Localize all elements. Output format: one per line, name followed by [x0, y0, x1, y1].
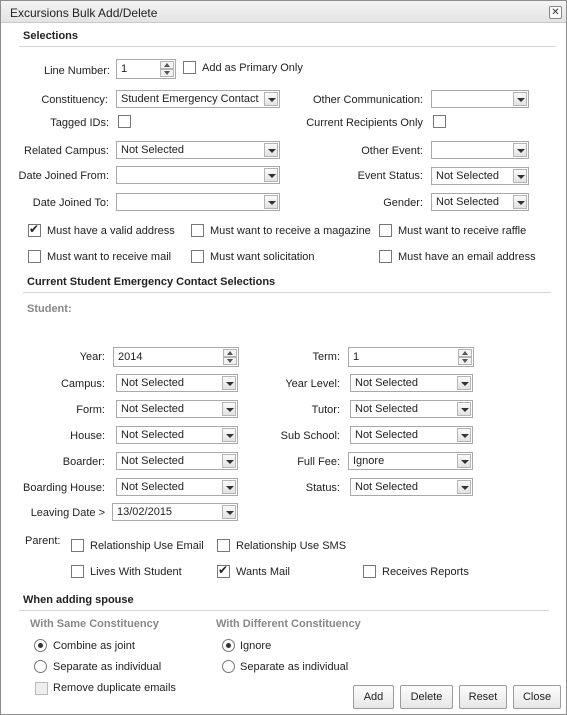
other-event-select[interactable]: [431, 141, 529, 159]
year-value: 2014: [118, 351, 143, 363]
rel-sms-checkbox[interactable]: [217, 539, 230, 552]
receive-magazine-label: Must want to receive a magazine: [210, 225, 371, 237]
receive-raffle-label: Must want to receive raffle: [398, 225, 527, 237]
chevron-down-icon: [222, 454, 236, 468]
leaving-date-picker[interactable]: [112, 503, 238, 521]
leaving-date-label: Leaving Date >: [30, 507, 105, 519]
same-constituency-heading: With Same Constituency: [30, 618, 159, 630]
receives-reports-label: Receives Reports: [382, 566, 469, 578]
constituency-label: Constituency:: [41, 94, 108, 106]
lives-with-checkbox[interactable]: [71, 565, 84, 578]
want-solicitation-label: Must want solicitation: [210, 251, 315, 263]
divider: [23, 292, 551, 293]
campus-select[interactable]: [116, 374, 238, 392]
rel-sms-label: Relationship Use SMS: [236, 540, 347, 552]
related-campus-label: Related Campus:: [24, 145, 109, 157]
chevron-down-icon: [457, 402, 471, 416]
campus-value: Not Selected: [121, 377, 184, 389]
remove-duplicates-checkbox[interactable]: [35, 682, 48, 695]
separate-individual-2-label: Separate as individual: [240, 661, 349, 673]
full-fee-label: Full Fee:: [297, 456, 340, 468]
date-from-picker[interactable]: [116, 166, 280, 184]
add-button[interactable]: Add: [353, 685, 394, 709]
line-number-stepper[interactable]: [116, 59, 176, 79]
stepper-down-icon[interactable]: [223, 357, 237, 365]
related-campus-select[interactable]: [116, 141, 280, 159]
line-number-value: 1: [121, 63, 128, 75]
date-from-label: Date Joined From:: [18, 170, 109, 182]
sub-school-label: Sub School:: [280, 430, 340, 442]
date-to-picker[interactable]: [116, 193, 280, 211]
dialog-title: Excursions Bulk Add/Delete: [10, 6, 158, 20]
email-address-checkbox[interactable]: [379, 250, 392, 263]
chevron-down-icon: [457, 428, 471, 442]
event-status-select[interactable]: [431, 167, 529, 185]
email-address-label: Must have an email address: [398, 251, 536, 263]
separate-individual-2-radio[interactable]: [222, 660, 235, 673]
close-button[interactable]: Close: [513, 685, 561, 709]
boarding-house-select[interactable]: [116, 478, 238, 496]
chevron-down-icon: [513, 143, 527, 157]
chevron-down-icon: [264, 168, 278, 182]
reset-button[interactable]: Reset: [459, 685, 507, 709]
valid-address-label: Must have a valid address: [47, 225, 175, 237]
tutor-value: Not Selected: [355, 403, 418, 415]
gender-value: Not Selected: [436, 196, 499, 208]
event-status-value: Not Selected: [436, 170, 499, 182]
stepper-up-icon[interactable]: [458, 349, 472, 357]
chevron-down-icon: [457, 454, 471, 468]
lives-with-label: Lives With Student: [90, 566, 182, 578]
wants-mail-checkbox[interactable]: [217, 565, 230, 578]
tagged-ids-label: Tagged IDs:: [50, 117, 109, 129]
chevron-down-icon: [513, 92, 527, 106]
event-status-label: Event Status:: [357, 170, 423, 182]
status-select[interactable]: [350, 478, 473, 496]
rel-email-checkbox[interactable]: [71, 539, 84, 552]
constituency-select[interactable]: [116, 90, 280, 108]
form-select[interactable]: [116, 400, 238, 418]
status-value: Not Selected: [355, 481, 418, 493]
separate-individual-radio[interactable]: [34, 660, 47, 673]
stepper-up-icon[interactable]: [160, 61, 174, 69]
title-bar: [1, 1, 566, 23]
checkmark-icon: ✔: [218, 563, 229, 577]
student-label: Student:: [27, 303, 72, 315]
year-level-value: Not Selected: [355, 377, 418, 389]
sub-school-select[interactable]: [350, 426, 473, 444]
form-value: Not Selected: [121, 403, 184, 415]
form-label: Form:: [76, 404, 105, 416]
campus-label: Campus:: [60, 378, 105, 390]
boarding-house-label: Boarding House:: [23, 482, 105, 494]
combine-joint-radio[interactable]: [34, 639, 47, 652]
receives-reports-checkbox[interactable]: [363, 565, 376, 578]
chevron-down-icon: [264, 143, 278, 157]
year-stepper[interactable]: [113, 347, 239, 367]
chevron-down-icon: [264, 92, 278, 106]
radio-dot-icon: [226, 643, 231, 648]
ignore-radio[interactable]: [222, 639, 235, 652]
primary-only-checkbox[interactable]: [183, 61, 196, 74]
constituency-value: Student Emergency Contact: [121, 93, 259, 105]
other-communication-select[interactable]: [431, 90, 529, 108]
full-fee-value: Ignore: [353, 455, 385, 467]
tagged-ids-checkbox[interactable]: [118, 115, 131, 128]
boarding-house-value: Not Selected: [121, 481, 184, 493]
house-value: Not Selected: [121, 429, 184, 441]
parent-label: Parent:: [25, 535, 61, 547]
gender-label: Gender:: [383, 197, 423, 209]
receive-mail-label: Must want to receive mail: [47, 251, 172, 263]
sub-school-value: Not Selected: [355, 429, 418, 441]
date-to-label: Date Joined To:: [32, 197, 109, 209]
year-label: Year:: [79, 351, 105, 363]
receive-magazine-checkbox[interactable]: [191, 224, 204, 237]
combine-joint-label: Combine as joint: [53, 640, 135, 652]
ignore-label: Ignore: [240, 640, 272, 652]
other-event-label: Other Event:: [361, 145, 423, 157]
stepper-down-icon[interactable]: [160, 69, 174, 77]
chevron-down-icon: [457, 480, 471, 494]
chevron-down-icon: [222, 402, 236, 416]
wants-mail-label: Wants Mail: [236, 566, 290, 578]
divider: [19, 46, 556, 47]
year-level-select[interactable]: [350, 374, 473, 392]
tutor-label: Tutor:: [311, 404, 340, 416]
boarder-select[interactable]: [116, 452, 238, 470]
gender-select[interactable]: [431, 193, 529, 211]
status-label: Status:: [305, 482, 340, 494]
separate-individual-label: Separate as individual: [53, 661, 162, 673]
tutor-select[interactable]: [350, 400, 473, 418]
house-label: House:: [70, 430, 105, 442]
valid-address-checkbox[interactable]: [28, 224, 41, 237]
chevron-down-icon: [222, 480, 236, 494]
chevron-down-icon: [513, 169, 527, 183]
leaving-date-value: 13/02/2015: [117, 506, 173, 518]
chevron-down-icon: [222, 376, 236, 390]
chevron-down-icon: [222, 505, 236, 519]
different-constituency-heading: With Different Constituency: [216, 618, 361, 630]
radio-dot-icon: [38, 643, 43, 648]
full-fee-select[interactable]: [348, 452, 473, 470]
selections-heading: Selections: [23, 30, 79, 42]
delete-button[interactable]: Delete: [400, 685, 453, 709]
term-label: Term:: [312, 351, 340, 363]
house-select[interactable]: [116, 426, 238, 444]
chevron-down-icon: [264, 195, 278, 209]
stepper-down-icon[interactable]: [458, 357, 472, 365]
boarder-label: Boarder:: [62, 456, 105, 468]
boarder-value: Not Selected: [121, 455, 184, 467]
receive-raffle-checkbox[interactable]: [379, 224, 392, 237]
rel-email-label: Relationship Use Email: [90, 540, 204, 552]
remove-duplicates-label: Remove duplicate emails: [53, 682, 176, 694]
current-selections-heading: Current Student Emergency Contact Selections: [27, 276, 276, 288]
line-number-label: Line Number:: [43, 65, 110, 77]
divider: [19, 610, 549, 611]
spouse-heading: When adding spouse: [23, 594, 134, 606]
receive-mail-checkbox[interactable]: [28, 250, 41, 263]
other-communication-label: Other Communication:: [312, 94, 423, 106]
term-value: 1: [353, 351, 360, 363]
checkmark-icon: ✔: [29, 222, 40, 236]
term-stepper[interactable]: [348, 347, 474, 367]
primary-only-label: Add as Primary Only: [202, 62, 303, 74]
chevron-down-icon: [457, 376, 471, 390]
close-icon[interactable]: ✕: [549, 6, 562, 19]
current-recipients-label: Current Recipients Only: [306, 117, 423, 129]
related-campus-value: Not Selected: [121, 144, 184, 156]
year-level-label: Year Level:: [285, 378, 340, 390]
want-solicitation-checkbox[interactable]: [191, 250, 204, 263]
current-recipients-checkbox[interactable]: [433, 115, 446, 128]
chevron-down-icon: [222, 428, 236, 442]
stepper-up-icon[interactable]: [223, 349, 237, 357]
chevron-down-icon: [513, 195, 527, 209]
